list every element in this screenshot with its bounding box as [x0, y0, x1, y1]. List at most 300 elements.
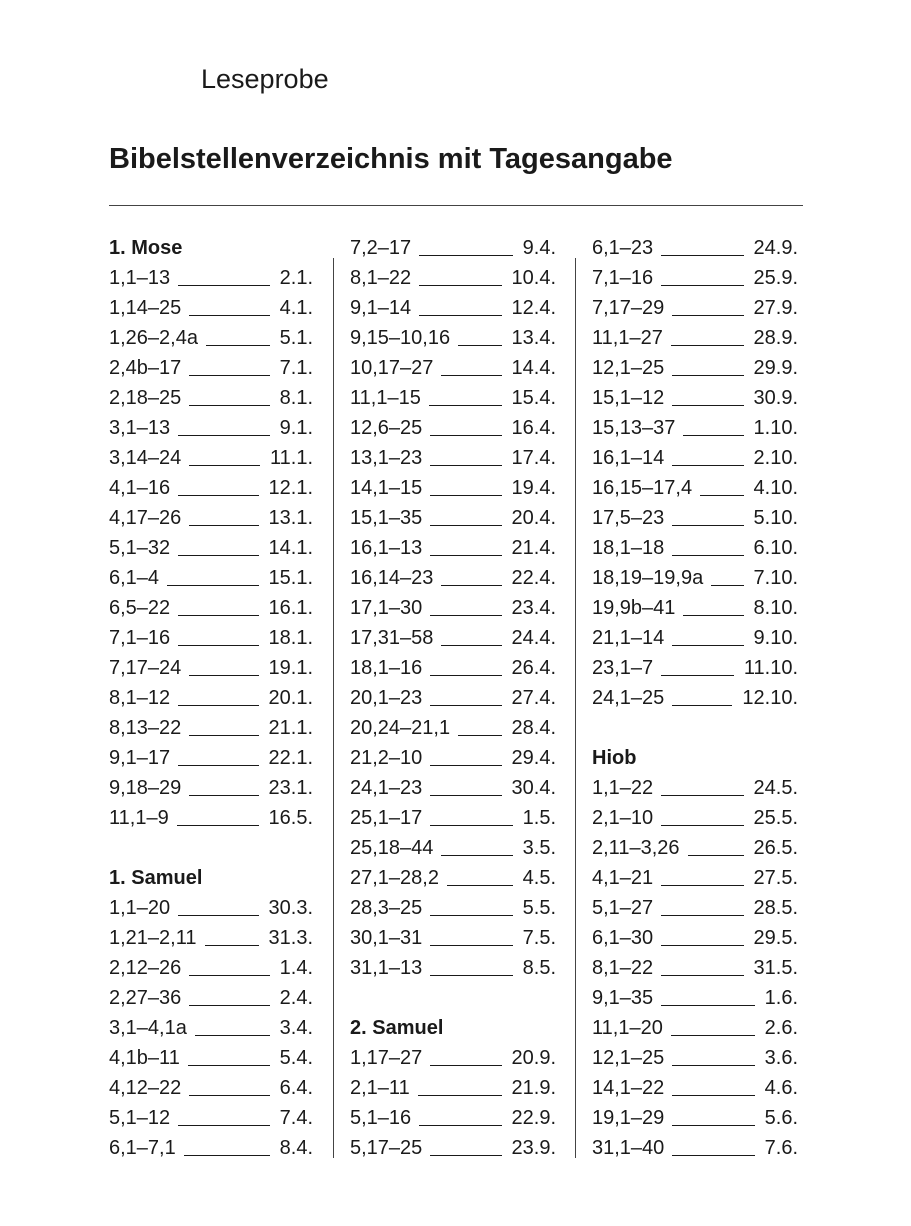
index-entry	[109, 503, 313, 533]
bible-reference: 2,12–26	[109, 957, 182, 979]
reading-date: 31.3.	[268, 927, 313, 949]
reading-date: 20.4.	[511, 507, 556, 529]
bible-reference: 31,1–13	[350, 957, 423, 979]
reading-date: 1.5.	[522, 807, 556, 829]
leader-line	[661, 255, 743, 256]
leader-line	[661, 915, 743, 916]
reading-date: 8.4.	[279, 1137, 313, 1159]
leader-line	[441, 645, 501, 646]
reading-date: 5.10.	[753, 507, 798, 529]
reading-date: 27.4.	[511, 687, 556, 709]
reading-date: 2.6.	[764, 1017, 798, 1039]
leader-line	[672, 555, 743, 556]
leader-line	[671, 1035, 755, 1036]
reading-date: 28.5.	[753, 897, 798, 919]
index-entry	[350, 863, 556, 893]
index-entry	[109, 623, 313, 653]
leader-line	[418, 1095, 502, 1096]
leader-line	[419, 1125, 501, 1126]
leader-line	[661, 675, 734, 676]
leader-line	[700, 495, 743, 496]
leader-line	[672, 705, 732, 706]
leader-line	[672, 1155, 754, 1156]
leader-line	[178, 915, 258, 916]
index-entry	[592, 263, 798, 293]
index-entry	[109, 353, 313, 383]
leader-line	[672, 525, 743, 526]
reading-date: 30.3.	[268, 897, 313, 919]
reading-date: 13.1.	[268, 507, 313, 529]
bible-reference: 16,14–23	[350, 567, 434, 589]
bible-reference: 24,1–23	[350, 777, 423, 799]
bible-reference: 6,5–22	[109, 597, 171, 619]
leader-line	[419, 315, 501, 316]
index-entry	[592, 773, 798, 803]
index-entry	[592, 503, 798, 533]
bible-reference: 8,1–12	[109, 687, 171, 709]
index-entry	[350, 293, 556, 323]
leader-line	[189, 375, 269, 376]
section-spacer	[350, 983, 556, 1013]
reading-date: 23.9.	[511, 1137, 556, 1159]
index-entry	[592, 353, 798, 383]
reading-date: 1.10.	[753, 417, 798, 439]
index-entry	[592, 323, 798, 353]
leader-line	[672, 1095, 754, 1096]
reading-date: 25.5.	[753, 807, 798, 829]
index-entry	[350, 893, 556, 923]
reading-date: 14.4.	[511, 357, 556, 379]
index-entry	[109, 653, 313, 683]
page-label: Leseprobe	[201, 64, 329, 94]
reading-date: 6.10.	[753, 537, 798, 559]
leader-line	[447, 885, 513, 886]
bible-reference: 31,1–40	[592, 1137, 665, 1159]
reading-date: 15.4.	[511, 387, 556, 409]
index-entry	[109, 323, 313, 353]
bible-reference: 14,1–15	[350, 477, 423, 499]
leader-line	[189, 975, 269, 976]
index-entry	[109, 1043, 313, 1073]
bible-reference: 5,1–16	[350, 1107, 412, 1129]
index-entry	[350, 473, 556, 503]
leader-line	[672, 1125, 754, 1126]
bible-reference: 11,1–9	[109, 807, 169, 829]
leader-line	[441, 855, 512, 856]
leader-line	[429, 405, 502, 406]
bible-reference: 19,1–29	[592, 1107, 665, 1129]
index-entry	[350, 803, 556, 833]
bible-reference: 4,1b–11	[109, 1047, 180, 1069]
bible-reference: 12,6–25	[350, 417, 423, 439]
reading-date: 14.1.	[268, 537, 313, 559]
bible-reference: 8,1–22	[350, 267, 412, 289]
bible-reference: 16,1–14	[592, 447, 665, 469]
bible-reference: 8,1–22	[592, 957, 654, 979]
index-entry	[109, 953, 313, 983]
bible-reference: 24,1–25	[592, 687, 665, 709]
bible-reference: 11,1–27	[592, 327, 663, 349]
bible-reference: 7,1–16	[592, 267, 654, 289]
index-entry	[109, 1073, 313, 1103]
bible-reference: 16,1–13	[350, 537, 423, 559]
index-entry	[592, 293, 798, 323]
leader-line	[458, 345, 501, 346]
index-entry	[592, 983, 798, 1013]
reading-date: 12.1.	[268, 477, 313, 499]
reading-date: 9.4.	[522, 237, 556, 259]
reading-date: 16.4.	[511, 417, 556, 439]
bible-reference: 1,1–20	[109, 897, 171, 919]
index-entry	[592, 533, 798, 563]
bible-reference: 20,1–23	[350, 687, 423, 709]
reading-date: 21.9.	[511, 1077, 556, 1099]
index-entry	[350, 833, 556, 863]
leader-line	[430, 765, 501, 766]
reading-date: 9.1.	[279, 417, 313, 439]
bible-reference: 1,14–25	[109, 297, 182, 319]
reading-date: 20.1.	[268, 687, 313, 709]
reading-date: 10.4.	[511, 267, 556, 289]
leader-line	[430, 675, 501, 676]
index-entry	[350, 623, 556, 653]
leader-line	[178, 765, 258, 766]
index-entry	[350, 353, 556, 383]
reading-date: 8.1.	[279, 387, 313, 409]
index-entry	[109, 383, 313, 413]
leader-line	[419, 255, 512, 256]
index-entry	[592, 683, 798, 713]
bible-reference: 15,13–37	[592, 417, 676, 439]
index-entry	[350, 413, 556, 443]
index-entry	[350, 743, 556, 773]
reading-date: 5.6.	[764, 1107, 798, 1129]
leader-line	[189, 735, 258, 736]
bible-reference: 18,19–19,9a	[592, 567, 704, 589]
leader-line	[661, 795, 743, 796]
reading-date: 22.1.	[268, 747, 313, 769]
reading-date: 7.10.	[753, 567, 798, 589]
reading-date: 3.4.	[279, 1017, 313, 1039]
bible-reference: 9,1–17	[109, 747, 171, 769]
reading-date: 1.4.	[279, 957, 313, 979]
leader-line	[661, 1005, 754, 1006]
bible-reference: 3,1–4,1a	[109, 1017, 187, 1039]
reading-date: 24.9.	[753, 237, 798, 259]
bible-reference: 1,1–22	[592, 777, 654, 799]
index-entry	[109, 413, 313, 443]
index-entry	[109, 743, 313, 773]
leader-line	[458, 735, 501, 736]
bible-reference: 4,17–26	[109, 507, 182, 529]
leader-line	[430, 525, 501, 526]
reading-date: 29.9.	[753, 357, 798, 379]
index-entry	[109, 533, 313, 563]
reading-date: 22.9.	[511, 1107, 556, 1129]
reading-date: 19.1.	[268, 657, 313, 679]
index-entry	[350, 1103, 556, 1133]
bible-reference: 23,1–7	[592, 657, 654, 679]
bible-reference: 3,1–13	[109, 417, 171, 439]
index-entry	[592, 923, 798, 953]
leader-line	[189, 525, 258, 526]
bible-reference: 27,1–28,2	[350, 867, 439, 889]
index-entry	[350, 263, 556, 293]
index-entry	[350, 533, 556, 563]
index-entry	[592, 1133, 798, 1163]
leader-line	[177, 825, 259, 826]
reading-date: 4.6.	[764, 1077, 798, 1099]
leader-line	[661, 825, 743, 826]
index-entry	[350, 1073, 556, 1103]
bible-reference: 5,1–12	[109, 1107, 171, 1129]
reading-date: 26.5.	[753, 837, 798, 859]
reading-date: 7.6.	[764, 1137, 798, 1159]
bible-reference: 30,1–31	[350, 927, 423, 949]
bible-reference: 10,17–27	[350, 357, 434, 379]
leader-line	[195, 1035, 270, 1036]
leader-line	[711, 585, 743, 586]
bible-reference: 15,1–35	[350, 507, 423, 529]
reading-date: 19.4.	[511, 477, 556, 499]
reading-date: 22.4.	[511, 567, 556, 589]
title-divider	[109, 205, 803, 206]
index-entry	[350, 653, 556, 683]
bible-reference: 2,1–10	[592, 807, 654, 829]
index-entry	[592, 893, 798, 923]
bible-reference: 17,31–58	[350, 627, 434, 649]
index-entry	[350, 713, 556, 743]
index-entry	[592, 383, 798, 413]
index-entry	[350, 1043, 556, 1073]
leader-line	[430, 465, 501, 466]
index-entry	[109, 983, 313, 1013]
index-entry	[109, 713, 313, 743]
bible-reference: 25,18–44	[350, 837, 434, 859]
reading-date: 8.5.	[522, 957, 556, 979]
bible-reference: 11,1–20	[592, 1017, 663, 1039]
leader-line	[189, 795, 258, 796]
reading-date: 5.5.	[522, 897, 556, 919]
leader-line	[672, 645, 743, 646]
bible-reference: 12,1–25	[592, 1047, 665, 1069]
bible-reference: 14,1–22	[592, 1077, 665, 1099]
leader-line	[671, 345, 744, 346]
index-entry	[350, 563, 556, 593]
reading-date: 4.5.	[522, 867, 556, 889]
index-entry	[109, 293, 313, 323]
leader-line	[661, 285, 743, 286]
reading-date: 3.6.	[764, 1047, 798, 1069]
leader-line	[441, 375, 501, 376]
reading-date: 5.4.	[279, 1047, 313, 1069]
reading-date: 29.4.	[511, 747, 556, 769]
section-spacer	[109, 833, 313, 863]
bible-reference: 1,21–2,11	[109, 927, 197, 949]
bible-reference: 7,1–16	[109, 627, 171, 649]
leader-line	[661, 885, 743, 886]
reading-date: 28.9.	[753, 327, 798, 349]
leader-line	[430, 435, 501, 436]
index-entry	[350, 923, 556, 953]
index-entry	[350, 773, 556, 803]
index-entry	[592, 443, 798, 473]
leader-line	[430, 1065, 501, 1066]
bible-reference: 5,1–27	[592, 897, 654, 919]
reading-date: 12.10.	[742, 687, 798, 709]
book-heading: 1. Mose	[109, 237, 183, 259]
leader-line	[430, 915, 512, 916]
bible-reference: 6,1–7,1	[109, 1137, 176, 1159]
index-entry	[592, 833, 798, 863]
index-entry	[350, 323, 556, 353]
leader-line	[188, 1065, 270, 1066]
leader-line	[178, 645, 258, 646]
index-entry	[592, 1103, 798, 1133]
index-entry	[109, 563, 313, 593]
leader-line	[178, 705, 258, 706]
bible-reference: 25,1–17	[350, 807, 423, 829]
reading-date: 7.1.	[279, 357, 313, 379]
bible-reference: 2,27–36	[109, 987, 182, 1009]
leader-line	[430, 945, 512, 946]
leader-line	[441, 585, 501, 586]
bible-reference: 17,1–30	[350, 597, 423, 619]
bible-reference: 9,1–14	[350, 297, 412, 319]
bible-reference: 2,18–25	[109, 387, 182, 409]
section-spacer	[592, 713, 798, 743]
bible-reference: 7,17–24	[109, 657, 182, 679]
leader-line	[430, 555, 501, 556]
leader-line	[189, 675, 258, 676]
leader-line	[178, 555, 258, 556]
bible-reference: 11,1–15	[350, 387, 421, 409]
reading-date: 23.4.	[511, 597, 556, 619]
index-entry	[592, 863, 798, 893]
reading-date: 4.10.	[753, 477, 798, 499]
bible-reference: 9,18–29	[109, 777, 182, 799]
bible-reference: 13,1–23	[350, 447, 423, 469]
column-divider-2	[575, 258, 576, 1158]
leader-line	[430, 825, 512, 826]
reading-date: 5.1.	[279, 327, 313, 349]
reading-date: 16.1.	[268, 597, 313, 619]
index-entry	[592, 623, 798, 653]
index-entry	[109, 473, 313, 503]
reading-date: 28.4.	[511, 717, 556, 739]
reading-date: 26.4.	[511, 657, 556, 679]
bible-reference: 28,3–25	[350, 897, 423, 919]
reading-date: 27.9.	[753, 297, 798, 319]
bible-reference: 6,1–30	[592, 927, 654, 949]
reading-date: 15.1.	[268, 567, 313, 589]
reading-date: 18.1.	[268, 627, 313, 649]
leader-line	[672, 375, 743, 376]
index-entry	[350, 1133, 556, 1163]
index-entry	[109, 443, 313, 473]
bible-reference: 4,1–21	[592, 867, 654, 889]
bible-reference: 16,15–17,4	[592, 477, 693, 499]
book-heading: 2. Samuel	[350, 1017, 444, 1039]
index-column-1	[109, 233, 313, 1163]
reading-date: 29.5.	[753, 927, 798, 949]
index-entry	[109, 923, 313, 953]
leader-line	[184, 1155, 270, 1156]
bible-reference: 8,13–22	[109, 717, 182, 739]
leader-line	[672, 315, 743, 316]
leader-line	[683, 615, 743, 616]
index-entry	[109, 263, 313, 293]
bible-reference: 1,1–13	[109, 267, 171, 289]
column-divider-1	[333, 258, 334, 1158]
leader-line	[178, 495, 258, 496]
leader-line	[672, 465, 743, 466]
bible-reference: 15,1–12	[592, 387, 665, 409]
reading-date: 21.4.	[511, 537, 556, 559]
bible-reference: 9,15–10,16	[350, 327, 451, 349]
reading-date: 24.5.	[753, 777, 798, 799]
reading-date: 13.4.	[511, 327, 556, 349]
index-entry	[109, 593, 313, 623]
bible-reference: 2,11–3,26	[592, 837, 680, 859]
bible-reference: 18,1–18	[592, 537, 665, 559]
index-entry	[350, 383, 556, 413]
reading-date: 4.1.	[279, 297, 313, 319]
index-entry	[592, 1013, 798, 1043]
reading-date: 30.4.	[511, 777, 556, 799]
bible-reference: 12,1–25	[592, 357, 665, 379]
bible-reference: 18,1–16	[350, 657, 423, 679]
reading-date: 23.1.	[268, 777, 313, 799]
document-title: Bibelstellenverzeichnis mit Tagesangabe	[109, 143, 673, 175]
index-entry	[592, 563, 798, 593]
index-entry	[592, 233, 798, 263]
bible-reference: 4,1–16	[109, 477, 171, 499]
bible-reference: 2,1–11	[350, 1077, 410, 1099]
reading-date: 30.9.	[753, 387, 798, 409]
leader-line	[206, 345, 270, 346]
bible-reference: 3,14–24	[109, 447, 182, 469]
leader-line	[205, 945, 259, 946]
reading-date: 11.1.	[270, 447, 313, 469]
bible-reference: 4,12–22	[109, 1077, 182, 1099]
leader-line	[430, 975, 512, 976]
reading-date: 1.6.	[764, 987, 798, 1009]
bible-reference: 17,5–23	[592, 507, 665, 529]
leader-line	[189, 315, 269, 316]
reading-date: 7.5.	[522, 927, 556, 949]
index-entry	[350, 683, 556, 713]
leader-line	[189, 1095, 269, 1096]
index-entry	[109, 683, 313, 713]
bible-reference: 7,17–29	[592, 297, 665, 319]
leader-line	[672, 1065, 754, 1066]
reading-date: 7.4.	[279, 1107, 313, 1129]
leader-line	[430, 1155, 501, 1156]
leader-line	[189, 405, 269, 406]
reading-date: 24.4.	[511, 627, 556, 649]
index-entry	[592, 1073, 798, 1103]
reading-date: 6.4.	[279, 1077, 313, 1099]
reading-date: 31.5.	[753, 957, 798, 979]
bible-reference: 1,17–27	[350, 1047, 423, 1069]
bible-reference: 21,2–10	[350, 747, 423, 769]
leader-line	[419, 285, 501, 286]
book-heading: 1. Samuel	[109, 867, 203, 889]
index-entry	[592, 473, 798, 503]
leader-line	[430, 495, 501, 496]
bible-reference: 2,4b–17	[109, 357, 182, 379]
